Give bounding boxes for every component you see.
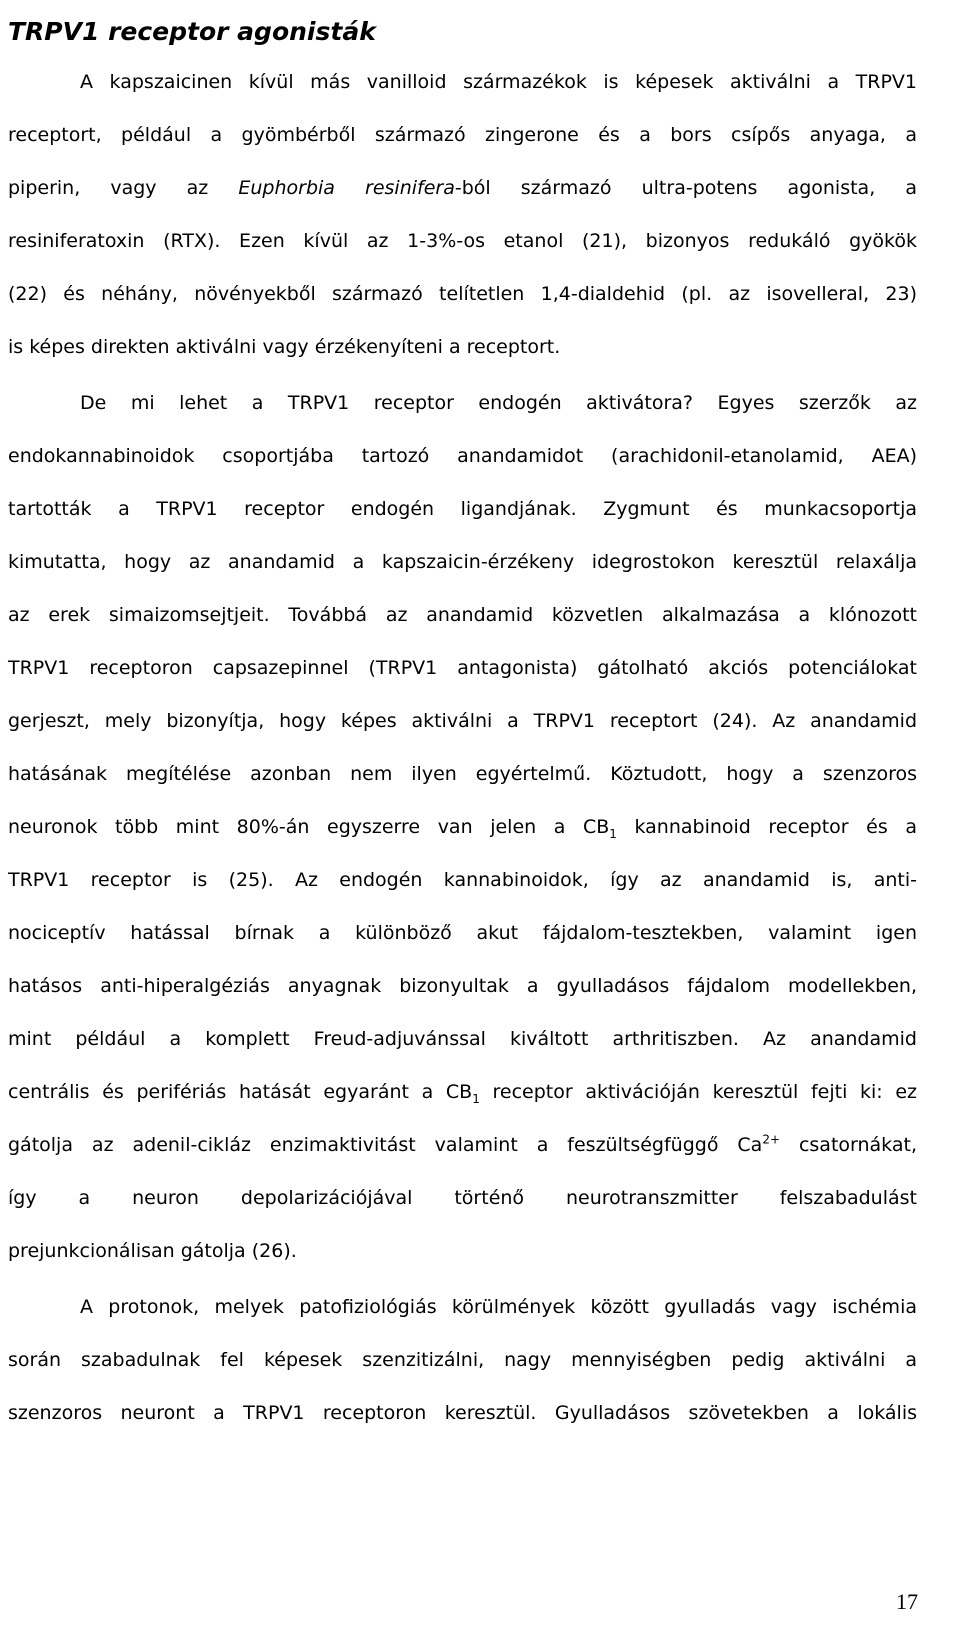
text-segment: is képes direkten aktiválni vagy érzékenyíteni a receptort.: [8, 336, 561, 358]
subscript: 1: [609, 826, 617, 841]
text-line: [8, 280, 917, 308]
text-segment: receptor aktivációján keresztül fejti ki: ez: [479, 1081, 918, 1103]
text-line: [8, 442, 917, 470]
text-segment: piperin, vagy az: [8, 177, 239, 199]
text-line: [8, 121, 917, 149]
text-segment: -ból származó ultra-potens agonista, a: [454, 177, 917, 199]
text-line: [8, 760, 917, 788]
text-line: [8, 174, 917, 202]
text-line: [8, 1346, 917, 1374]
page-number: 17: [896, 1589, 918, 1614]
section-heading: TRPV1 receptor agonisták: [8, 17, 376, 46]
text-segment: TRPV1 receptoron capsazepinnel (TRPV1 antagonista) gátolható akciós potenciálokat: [8, 657, 917, 679]
text-segment: centrális és perifériás hatását egyaránt a CB: [8, 1081, 473, 1103]
text-segment: De mi lehet a TRPV1 receptor endogén aktivátora? Egyes szerzők az: [80, 392, 917, 414]
text-line: [8, 1237, 917, 1265]
text-line: [8, 1131, 917, 1159]
text-segment: neuronok több mint 80%-án egyszerre van jelen a CB: [8, 816, 610, 838]
text-segment: A protonok, melyek patofiziológiás körülmények között gyulladás vagy ischémia: [80, 1296, 917, 1318]
text-segment: receptort, például a gyömbérből származó zingerone és a bors csípős anyaga, a: [8, 124, 917, 146]
text-line: [8, 972, 917, 1000]
text-line: [8, 1184, 917, 1212]
text-line: [8, 707, 917, 735]
text-line: [8, 601, 917, 629]
text-line: [8, 866, 917, 894]
text-line: [80, 68, 917, 96]
text-segment: kannabinoid receptor és a: [616, 816, 917, 838]
text-line: [80, 389, 917, 417]
text-line: [8, 813, 917, 841]
text-segment: gátolja az adenil-cikláz enzimaktivitást valamint a feszültségfüggő Ca: [8, 1134, 763, 1156]
text-line: [8, 1078, 917, 1106]
text-line: [8, 333, 917, 361]
text-line: [8, 919, 917, 947]
text-line: [8, 548, 917, 576]
text-line: [8, 1025, 917, 1053]
text-segment: (22) és néhány, növényekből származó telítetlen 1,4-dialdehid (pl. az isovelleral, 23): [8, 283, 917, 305]
text-line: [8, 654, 917, 682]
text-line: [80, 1293, 917, 1321]
text-segment: prejunkcionálisan gátolja (26).: [8, 1240, 297, 1262]
text-segment: szenzoros neuront a TRPV1 receptoron keresztül. Gyulladásos szövetekben a lokális: [8, 1402, 917, 1424]
text-line: [8, 495, 917, 523]
superscript: 2+: [762, 1132, 781, 1147]
text-segment: mint például a komplett Freud-adjuvánssal kiváltott arthritiszben. Az anandamid: [8, 1028, 917, 1050]
text-segment: hatásos anti-hiperalgéziás anyagnak bizonyultak a gyulladásos fájdalom modellekben,: [8, 975, 917, 997]
text-segment: nociceptív hatással bírnak a különböző akut fájdalom-tesztekben, valamint igen: [8, 922, 917, 944]
text-segment: endokannabinoidok csoportjába tartozó anandamidot (arachidonil-etanolamid, AEA): [8, 445, 917, 467]
text-segment: az erek simaizomsejtjeit. Továbbá az anandamid közvetlen alkalmazása a klónozott: [8, 604, 917, 626]
text-segment: tartották a TRPV1 receptor endogén ligandjának. Zygmunt és munkacsoportja: [8, 498, 917, 520]
text-segment: során szabadulnak fel képesek szenzitizálni, nagy mennyiségben pedig aktiválni a: [8, 1349, 917, 1371]
text-segment: A kapszaicinen kívül más vanilloid származékok is képesek aktiválni a TRPV1: [80, 71, 917, 93]
text-segment: csatornákat,: [780, 1134, 917, 1156]
text-segment: TRPV1 receptor is (25). Az endogén kannabinoidok, így az anandamid is, anti-: [8, 869, 917, 891]
text-segment: hatásának megítélése azonban nem ilyen egyértelmű. Köztudott, hogy a szenzoros: [8, 763, 917, 785]
text-segment: gerjeszt, mely bizonyítja, hogy képes aktiválni a TRPV1 receptort (24). Az anandamid: [8, 710, 917, 732]
text-segment: kimutatta, hogy az anandamid a kapszaicin-érzékeny idegrostokon keresztül relaxálja: [8, 551, 917, 573]
text-line: [8, 1399, 917, 1427]
subscript: 1: [472, 1091, 480, 1106]
text-segment: resiniferatoxin (RTX). Ezen kívül az 1-3%-os etanol (21), bizonyos redukáló gyökök: [8, 230, 917, 252]
text-segment: Euphorbia resinifera: [238, 177, 455, 199]
text-line: [8, 227, 917, 255]
text-segment: így a neuron depolarizációjával történő neurotranszmitter felszabadulást: [8, 1187, 917, 1209]
